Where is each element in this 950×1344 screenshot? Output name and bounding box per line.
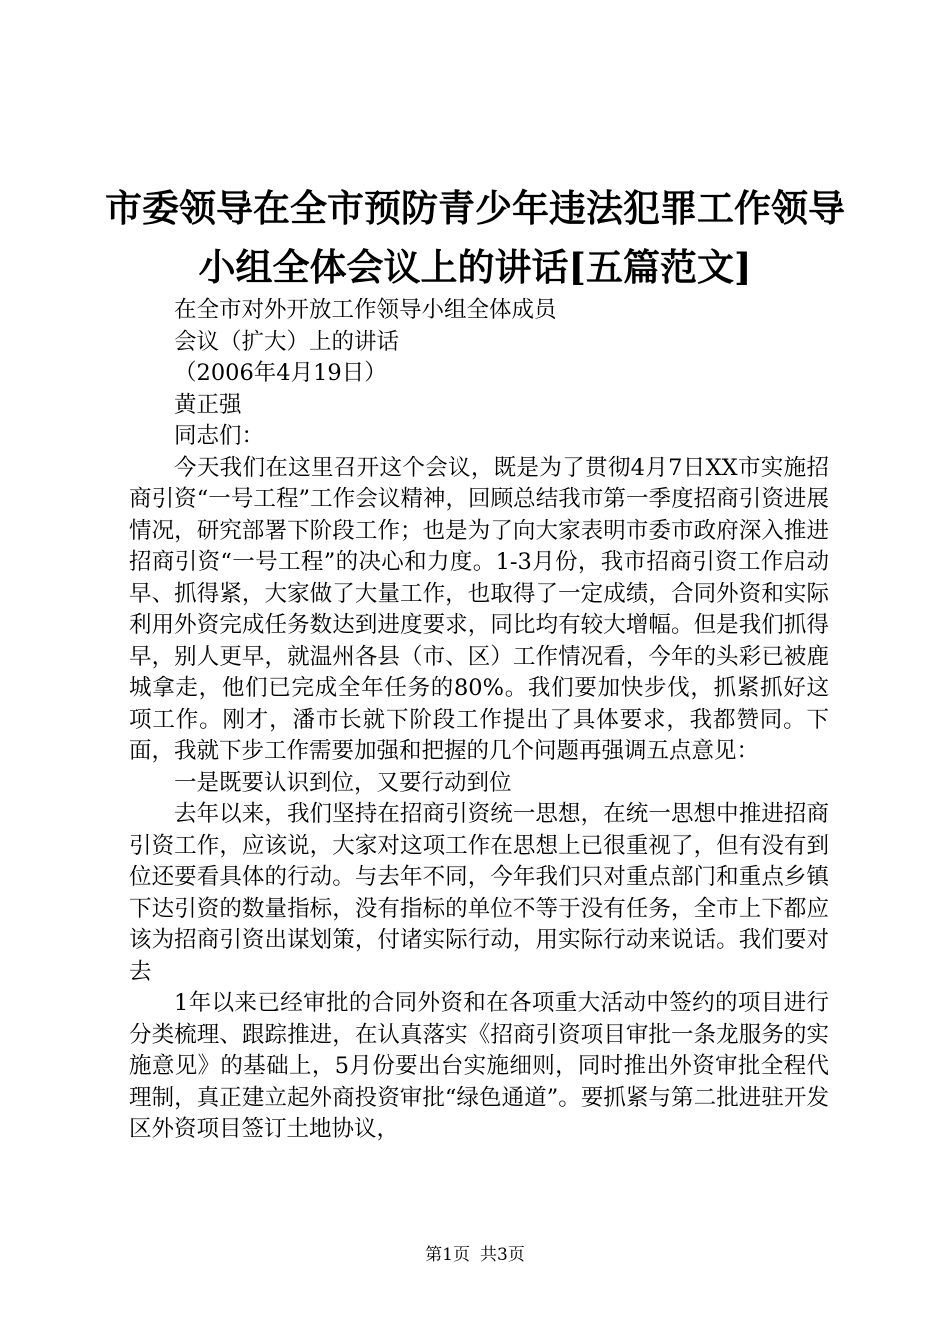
speaker-name: 黄正强 <box>174 391 242 418</box>
body-paragraph: 今天我们在这里召开这个会议，既是为了贯彻4月7日XX市实施招商引资“一号工程”工作会议精神，回顾总结我市第一季度招商引资进展情况，研究部署下阶段工作；也是为了向大家表明市委市政府深入推进招商引资“一号工程”的决心和力度。1-3月份，我市招商引资工作启动早、抓得紧，大家做了大量工作，也取得了一定成绩，合同外资和实际利用外资完成任务数达到进度要求，同比均有较大增幅。但是我们抓得早，别人更早，就温州各县（市、区）工作情况看，今年的头彩已被鹿城拿走，他们已完成全年任务的80%。我们要加快步伐，抓紧抓好这项工作。刚才，潘市长就下阶段工作提出了具体要求，我都赞同。下面，我就下步工作需要加强和把握的几个问题再强调五点意见： <box>129 454 829 764</box>
page-number: 第1页 <box>425 1245 470 1265</box>
section-heading: 一是既要认识到位，又要行动到位 <box>174 769 512 796</box>
page-total: 共3页 <box>480 1245 525 1265</box>
speech-occasion-line-1: 在全市对外开放工作领导小组全体成员 <box>174 297 557 323</box>
page-footer <box>0 1244 950 1266</box>
speech-occasion-line-2: 会议（扩大）上的讲话 <box>174 328 400 355</box>
speech-date: （2006年4月19日） <box>174 360 387 386</box>
body-paragraph: 1年以来已经审批的合同外资和在各项重大活动中签约的项目进行分类梳理、跟踪推进，在认真落实《招商引资项目审批一条龙服务的实施意见》的基础上，5月份要出台实施细则，同时推出外资审批全程代理制，真正建立起外商投资审批“绿色通道”。要抓紧与第二批进驻开发区外资项目签订土地协议， <box>129 990 829 1142</box>
salutation: 同志们： <box>174 423 265 449</box>
document-body <box>129 295 829 1146</box>
document-title-line-1: 市委领导在全市预防青少年违法犯罪工作领导 <box>105 186 845 230</box>
document-title-line-2: 小组全体会议上的讲话[五篇范文] <box>198 245 752 289</box>
body-paragraph: 去年以来，我们坚持在招商引资统一思想，在统一思想中推进招商引资工作，应该说，大家对这项工作在思想上已很重视了，但有没有到位还要看具体的行动。与去年不同，今年我们只对重点部门和重点乡镇下达引资的数量指标，没有指标的单位不等于没有任务，全市上下都应该为招商引资出谋划策，付诸实际行动，用实际行动来说话。我们要对去 <box>129 801 829 985</box>
